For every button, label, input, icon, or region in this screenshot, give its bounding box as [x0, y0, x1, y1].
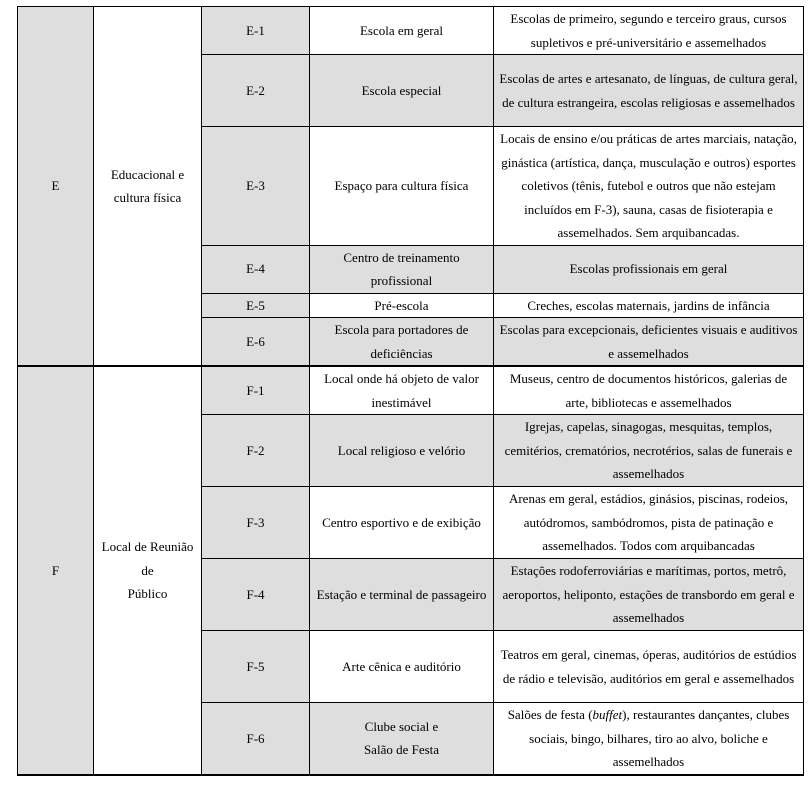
row-title: Centro esportivo e de exibição [310, 487, 494, 559]
row-title: Escola para portadores de deficiências [310, 318, 494, 367]
row-code: F-2 [202, 415, 310, 487]
table-row [18, 366, 804, 415]
row-code: E-6 [202, 318, 310, 367]
row-code: F-5 [202, 631, 310, 703]
row-title: Local onde há objeto de valor inestimável [310, 366, 494, 415]
row-title: Arte cênica e auditório [310, 631, 494, 703]
row-title: Escola especial [310, 55, 494, 127]
row-title: Estação e terminal de passageiro [310, 559, 494, 631]
row-title: Centro de treinamento profissional [310, 245, 494, 293]
row-title-line: Salão de Festa [363, 742, 440, 758]
group-name-line: Público [127, 586, 168, 601]
row-code: F-3 [202, 487, 310, 559]
desc-emphasis: buffet [592, 707, 623, 722]
row-description: Escolas profissionais em geral [494, 245, 804, 293]
row-title-line: Clube social e [364, 718, 439, 734]
group-letter: E [18, 7, 94, 367]
occupancy-classification-table [17, 6, 804, 776]
row-description [494, 703, 804, 775]
row-code: E-3 [202, 127, 310, 246]
row-description: Arenas em geral, estádios, ginásios, piscinas, rodeios, autódromos, sambódromos, pista de patinação e assemelhados. Todos com arquibancadas [494, 487, 804, 559]
row-code: E-2 [202, 55, 310, 127]
row-title: Pré-escola [310, 293, 494, 318]
group-name [94, 366, 202, 775]
row-title [310, 703, 494, 775]
group-name-line: de [141, 562, 154, 578]
group-name-line: Local de Reunião [101, 539, 194, 554]
desc-text: Salões de festa ( [507, 707, 593, 722]
row-code: F-6 [202, 703, 310, 775]
group-name: Educacional e cultura física [94, 7, 202, 367]
row-code: F-4 [202, 559, 310, 631]
group-letter: F [18, 366, 94, 775]
row-title: Espaço para cultura física [310, 127, 494, 246]
row-description: Locais de ensino e/ou práticas de artes marciais, natação, ginástica (artística, dança, musculação e outros) esportes coletivos (tênis, futebol e outros que não estejam incluídos em F-3), sauna, casas de fisioterapia e assemelhados. Sem arquibancadas. [494, 127, 804, 246]
desc-text: ), restaurantes dançantes, clubes sociais, bingo, bilhares, tiro ao alvo, boliche e assemelhados [529, 707, 790, 769]
row-description: Igrejas, capelas, sinagogas, mesquitas, templos, cemitérios, crematórios, necrotérios, salas de funerais e assemelhados [494, 415, 804, 487]
row-description: Estações rodoferroviárias e marítimas, portos, metrô, aeroportos, heliponto, estações de transbordo em geral e assemelhados [494, 559, 804, 631]
row-code: E-4 [202, 245, 310, 293]
row-description: Escolas de primeiro, segundo e terceiro graus, cursos supletivos e pré-universitário e assemelhados [494, 7, 804, 55]
row-title: Escola em geral [310, 7, 494, 55]
row-description: Teatros em geral, cinemas, óperas, auditórios de estúdios de rádio e televisão, auditórios em geral e assemelhados [494, 631, 804, 703]
row-description: Museus, centro de documentos históricos, galerias de arte, bibliotecas e assemelhados [494, 366, 804, 415]
row-title: Local religioso e velório [310, 415, 494, 487]
row-description: Escolas para excepcionais, deficientes visuais e auditivos e assemelhados [494, 318, 804, 367]
row-code: E-5 [202, 293, 310, 318]
row-description: Escolas de artes e artesanato, de línguas, de cultura geral, de cultura estrangeira, escolas religiosas e assemelhados [494, 55, 804, 127]
table-row [18, 7, 804, 55]
row-code: E-1 [202, 7, 310, 55]
row-code: F-1 [202, 366, 310, 415]
row-description: Creches, escolas maternais, jardins de infância [494, 293, 804, 318]
